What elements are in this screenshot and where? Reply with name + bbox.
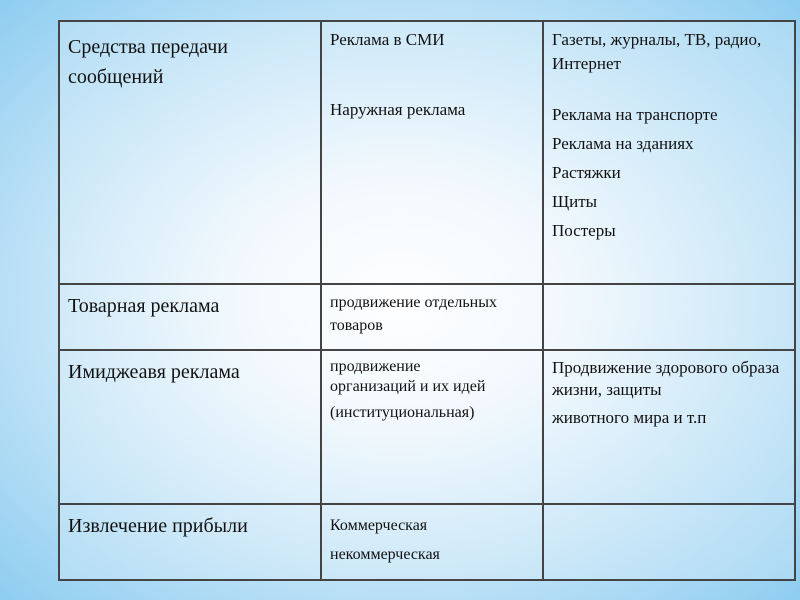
description-line: организаций и их идей [330,378,486,395]
list-item: Щиты [552,192,598,211]
list-item: Постеры [552,221,616,240]
outdoor-ads-label: Наружная реклама [330,100,466,119]
category-label: Товарная реклама [68,295,220,317]
outdoor-examples-list [552,100,788,245]
description-line: продвижение [330,358,421,375]
table-cell [59,284,321,350]
table-cell [543,350,795,504]
table-row [59,21,795,284]
list-item: Реклама на зданиях [552,134,694,153]
list-item: Растяжки [552,163,621,182]
table-row [59,284,795,350]
examples-line: животного мира и т.п [552,408,707,427]
category-label: Имиджеавя реклама [68,361,240,383]
list-item: Реклама на транспорте [552,105,718,124]
table-cell [321,284,543,350]
table-cell [321,504,543,580]
table-cell [321,350,543,504]
description-line: (институциональная) [330,404,475,421]
table-cell [543,284,795,350]
examples-line: Продвижение здорового образа жизни, защиты [552,358,780,399]
category-label: Извлечение прибыли [68,515,248,537]
category-label: Средства передачи сообщений [68,36,229,88]
type-label: Коммерческая [330,517,428,534]
advertising-classification-table [58,20,796,581]
table-row [59,350,795,504]
type-label: некоммерческая [330,546,440,563]
table-cell [59,350,321,504]
table-cell [59,21,321,284]
table-cell [543,504,795,580]
description: продвижение отдельных товаров [330,294,497,334]
table-cell [543,21,795,284]
media-ads-label: Реклама в СМИ [330,30,445,49]
media-examples: Газеты, журналы, ТВ, радио, Интернет [552,30,762,73]
table-cell [59,504,321,580]
table-row [59,504,795,580]
table-cell [321,21,543,284]
